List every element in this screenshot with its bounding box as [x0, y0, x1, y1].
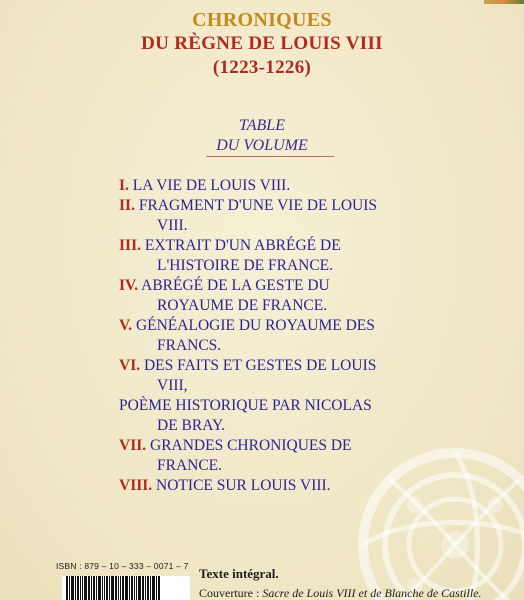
toc-text: FRAGMENT D'UNE VIE DE LOUIS	[138, 197, 377, 214]
toc-entry	[119, 396, 411, 436]
title-line-2: DU RÈGNE DE LOUIS VIII	[141, 33, 383, 54]
toc-continuation: FRANCE.	[157, 457, 223, 474]
isbn-text: ISBN : 879 – 10 – 333 – 0071 – 7	[56, 561, 189, 571]
toc-text: GÉNÉALOGIE DU ROYAUME DES	[135, 317, 375, 334]
corner-color-strip	[484, 0, 524, 4]
toc-entry	[119, 236, 411, 276]
toc-entry	[119, 356, 411, 396]
toc-continuation: ROYAUME DE FRANCE.	[157, 297, 328, 314]
toc-entry	[119, 196, 411, 236]
toc-number: VIII.	[119, 477, 153, 494]
toc-text: GRANDES CHRONIQUES DE	[150, 437, 352, 454]
toc-text: DES FAITS ET GESTES DE LOUIS	[143, 357, 377, 374]
toc-number: I.	[119, 177, 129, 194]
cover-credit	[199, 586, 482, 600]
book-title	[0, 8, 524, 80]
toc-entry	[119, 276, 411, 316]
texte-integral-label: Texte intégral.	[199, 566, 279, 581]
toc-number: II.	[119, 197, 135, 214]
toc-text: ABRÉGÉ DE LA GESTE DU	[141, 277, 330, 294]
toc-continuation: VIII.	[157, 217, 188, 234]
toc-continuation: VIII,	[157, 377, 188, 394]
toc-text: NOTICE SUR LOUIS VIII.	[156, 477, 331, 494]
toc-number: IV.	[119, 277, 139, 294]
toc-number: V.	[119, 317, 133, 334]
toc-entry	[119, 316, 411, 356]
toc-text: POÈME HISTORIQUE PAR NICOLAS	[119, 397, 372, 414]
title-line-1: CHRONIQUES	[192, 9, 332, 31]
table-heading-line2: DU VOLUME	[216, 137, 308, 154]
toc-continuation: L'HISTOIRE DE FRANCE.	[157, 257, 334, 274]
toc-number: VII.	[119, 437, 147, 454]
toc-number: VI.	[119, 357, 141, 374]
table-heading	[0, 116, 524, 156]
cover-credit-label: Couverture :	[199, 586, 263, 600]
heading-underline	[206, 156, 334, 157]
title-years: (1223-1226)	[212, 57, 312, 78]
toc-entry	[119, 176, 411, 196]
toc-number: III.	[119, 237, 141, 254]
toc-continuation: FRANCS.	[157, 337, 222, 354]
cover-credit-title: Sacre de Louis VIII et de Blanche de Castille.	[262, 586, 482, 600]
table-heading-line1: TABLE	[239, 117, 285, 134]
toc-text: LA VIE DE LOUIS VIII.	[132, 177, 291, 194]
barcode	[62, 576, 190, 600]
toc-continuation: DE BRAY.	[157, 417, 226, 434]
decorative-rosette-icon	[355, 445, 524, 600]
toc-text: EXTRAIT D'UN ABRÉGÉ DE	[144, 237, 341, 254]
